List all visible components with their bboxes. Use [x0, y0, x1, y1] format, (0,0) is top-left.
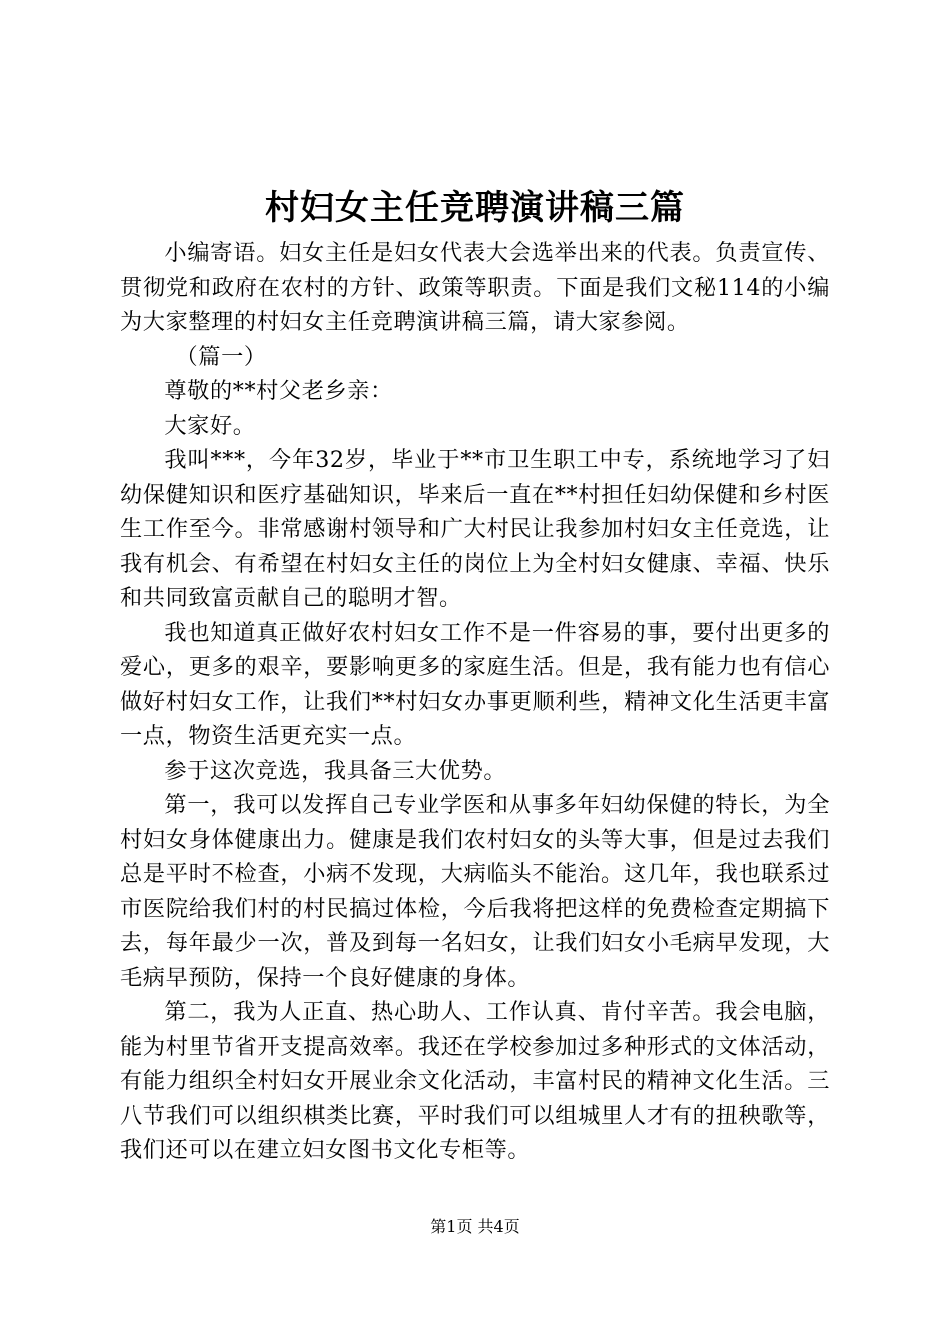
- section-heading: （篇一）: [175, 343, 267, 370]
- salutation: 尊敬的**村父老乡亲：: [164, 378, 393, 404]
- body-paragraph: 我叫***，今年32岁，毕业于**市卫生职工中专，系统地学习了妇幼保健知识和医疗基础知识，毕来后一直在**村担任妇幼保健和乡村医生工作至今。非常感谢村领导和广大村民让我参加村妇女主任竞选，让我有机会、有希望在村妇女主任的岗位上为全村妇女健康、幸福、快乐和共同致富贡献自己的聪明才智。: [120, 447, 830, 611]
- intro-paragraph: 小编寄语。妇女主任是妇女代表大会选举出来的代表。负责宣传、贯彻党和政府在农村的方针、政策等职责。下面是我们文秘114的小编为大家整理的村妇女主任竞聘演讲稿三篇，请大家参阅。: [120, 240, 830, 335]
- body-paragraph: 我也知道真正做好农村妇女工作不是一件容易的事，要付出更多的爱心，更多的艰辛，要影响更多的家庭生活。但是，我有能力也有信心做好村妇女工作，让我们**村妇女办事更顺利些，精神文化生活更丰富一点，物资生活更充实一点。: [120, 619, 830, 749]
- document-body: [120, 236, 830, 1168]
- body-paragraph: 第一，我可以发挥自己专业学医和从事多年妇幼保健的特长，为全村妇女身体健康出力。健康是我们农村妇女的头等大事，但是过去我们总是平时不检查，小病不发现，大病临头不能治。这几年，我也联系过市医院给我们村的村民搞过体检，今后我将把这样的免费检查定期搞下去，每年最少一次，普及到每一名妇女，让我们妇女小毛病早发现，大毛病早预防，保持一个良好健康的身体。: [120, 792, 830, 991]
- page-number-footer: 第1页 共4页: [430, 1217, 520, 1236]
- body-paragraph: 参于这次竞选，我具备三大优势。: [164, 757, 507, 784]
- document-title: 村妇女主任竞聘演讲稿三篇: [265, 188, 685, 228]
- greeting: 大家好。: [164, 412, 256, 439]
- body-paragraph: 第二，我为人正直、热心助人、工作认真、肯付辛苦。我会电脑，能为村里节省开支提高效率。我还在学校参加过多种形式的文体活动，有能力组织全村妇女开展业余文化活动，丰富村民的精神文化生活。三八节我们可以组织棋类比赛，平时我们可以组城里人才有的扭秧歌等，我们还可以在建立妇女图书文化专柜等。: [120, 999, 830, 1163]
